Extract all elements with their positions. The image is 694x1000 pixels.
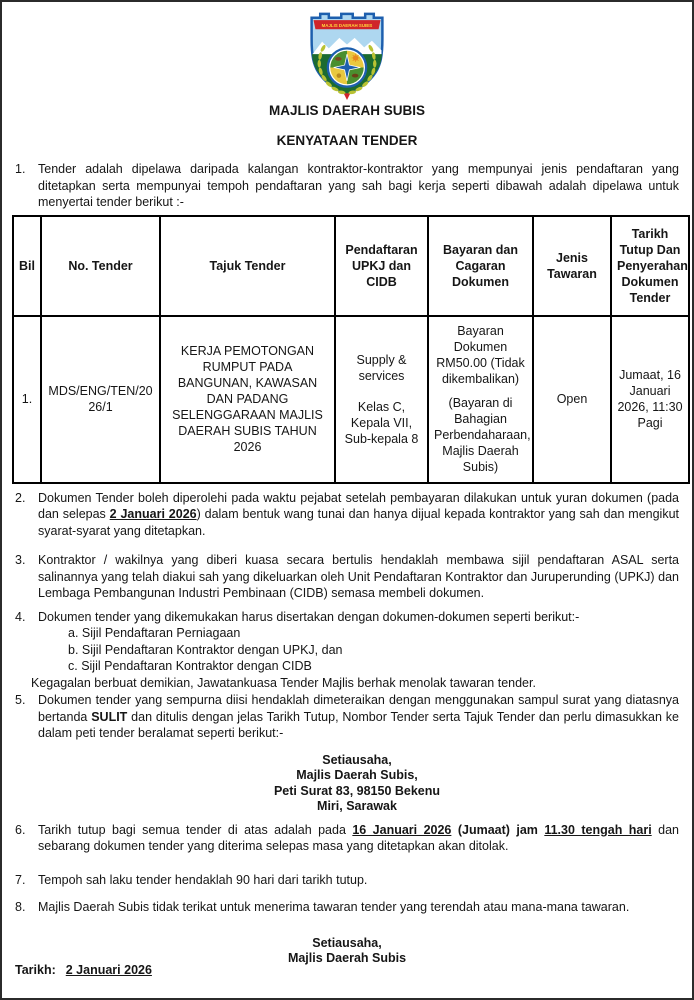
clause-2-number: 2. [15,490,26,505]
clause-7-text: Tempoh sah laku tender hendaklah 90 hari dari tarikh tutup. [38,872,368,887]
sublist-item-c: c. Sijil Pendaftaran Kontraktor dengan CIDB [68,659,312,673]
cell-tajuk-tender: KERJA PEMOTONGAN RUMPUT PADA BANGUNAN, KAWASAN DAN PADANG SELENGGARAAN MAJLIS DAERAH SUBIS TAHUN 2026 [160,316,335,483]
cell-no-tender: MDS/ENG/TEN/2026/1 [41,316,160,483]
crest-svg [298,12,396,100]
clause-3-text: Kontraktor / wakilnya yang diberi kuasa secara bertulis hendaklah membawa sijil pendaftaran ASAL serta salinannya yang telah diakui sah yang dikeluarkan oleh Unit Pendaftaran Kontraktor dan Juruperunding (UPKJ) dan Lembaga Pembangunan Industri Pembinaan (CIDB) semasa membeli dokumen. [38,553,679,600]
clause-4-text [31,609,679,692]
sublist-item-b: b. Sijil Pendaftaran Kontraktor dengan UPKJ, dan [68,642,343,657]
mds-crest-logo [15,12,679,100]
clause-1 [15,161,679,211]
clause-7-number: 7. [15,872,26,887]
clause-6 [15,822,679,855]
clause-6-number: 6. [15,822,26,837]
clause-1-text: Tender adalah dipelawa daripada kalangan kontraktor-kontraktor yang mempunyai jenis pendaftaran yang ditetapkan serta mempunyai tempoh pendaftaran yang sah bagi kerja seperti dibawah adalah dipelawa untuk menyertai tender berikut :- [38,162,679,209]
clause-2 [15,490,679,540]
clause-5-number: 5. [15,693,26,707]
sublist-item-a: a. Sijil Pendaftaran Perniagaan [68,626,241,640]
clause-3-number: 3. [15,553,26,567]
cell-jenis-tawaran: Open [533,316,611,483]
banner-text: MAJLIS DAERAH SUBIS [321,22,373,28]
doc-title: KENYATAAN TENDER [276,133,418,148]
clause-5-text: Dokumen tender yang sempurna diisi hendaklah dimeteraikan dengan menggunakan sampul surat yang diatasnya bertanda SULIT dan ditulis dengan jelas Tarikh Tutup, Nombor Tender serta Tajuk Tender dan perlu dimasukkan ke dalam peti tender beralamat seperti berikut:- [38,693,679,740]
clause-2-text: Dokumen Tender boleh diperolehi pada waktu pejabat setelah pembayaran dilakukan untuk yuran dokumen (pada dan selepas 2 Januari 2026) dalam bentuk wang tunai dan hanya dijual kepada kontraktor yang sah dan mengikut syarat-syarat yang ditetapkan. [38,490,680,538]
footer-date-label: Tarikh: [15,962,56,977]
clause-5 [15,692,679,742]
cell-bayaran: Bayaran Dokumen RM50.00 (Tidak dikembalikan) (Bayaran di Bahagian Perbendaharaan, Majlis Daerah Subis) [428,316,533,483]
col-header-pendaftaran: Pendaftaran UPKJ dan CIDB [335,216,428,316]
tender-table-row [13,316,689,483]
cell-tarikh-tutup: Jumaat, 16 Januari 2026, 11:30 Pagi [611,316,689,483]
col-header-no-tender: No. Tender [41,216,160,316]
col-header-jenis-tawaran: Jenis Tawaran [533,216,611,316]
tender-box-address: Setiausaha, Majlis Daerah Subis, Peti Surat 83, 98150 Bekenu Miri, Sarawak [273,752,441,813]
clause-4 [15,609,679,692]
clause-4-number: 4. [15,609,26,624]
tender-table [12,215,690,484]
crest-tip [344,93,351,100]
clause-8 [15,899,679,916]
cell-bil: 1. [13,316,41,483]
tender-table-header-row [13,216,689,316]
cell-pendaftaran: Supply & services Kelas C, Kepala VII, Sub-kepala 8 [335,316,428,483]
clause-4-outro: Kegagalan berbuat demikian, Jawatankuasa Tender Majlis berhak menolak tawaran tender. [31,675,536,690]
col-header-tajuk-tender: Tajuk Tender [160,216,335,316]
clause-3 [15,552,679,602]
clause-8-number: 8. [15,900,26,914]
clause-7 [15,872,679,889]
footer-date-value: 2 Januari 2026 [65,962,152,977]
clause-6-text: Tarikh tutup bagi semua tender di atas adalah pada 16 Januari 2026 (Jumaat) jam 11.30 tengah hari dan sebarang dokumen tender yang diterima selepas masa yang ditetapkan akan ditolak. [38,822,679,853]
clause-8-text: Majlis Daerah Subis tidak terikat untuk menerima tawaran tender yang terendah atau mana-mana tawaran. [38,900,630,914]
signoff-block: Setiausaha, Majlis Daerah Subis [287,935,407,965]
clause-4-sublist [38,625,679,675]
org-title: MAJLIS DAERAH SUBIS [268,103,425,118]
col-header-bil: Bil [13,216,41,316]
col-header-bayaran: Bayaran dan Cagaran Dokumen [428,216,533,316]
col-header-tarikh-tutup: Tarikh Tutup Dan Penyerahan Dokumen Tender [611,216,689,316]
clause-4-intro: Dokumen tender yang dikemukakan harus disertakan dengan dokumen-dokumen seperti berikut:- [38,609,580,624]
clause-1-number: 1. [15,162,26,176]
